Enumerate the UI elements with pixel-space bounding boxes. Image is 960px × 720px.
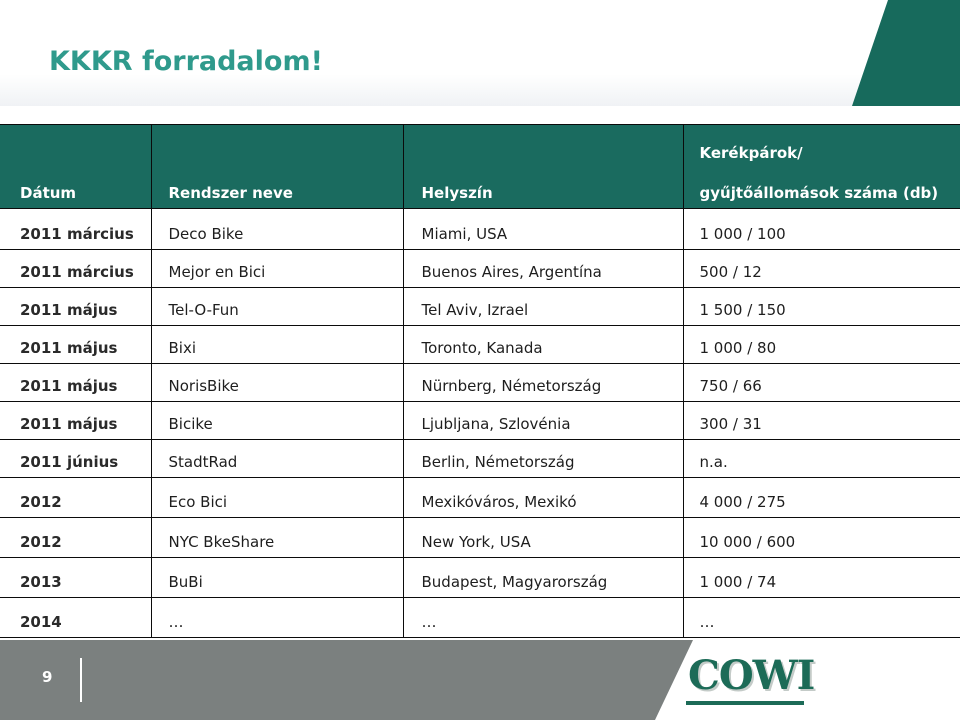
table-row bbox=[0, 326, 960, 364]
cell-date: 2013 bbox=[0, 558, 151, 598]
cell-location: … bbox=[403, 598, 683, 638]
table-row bbox=[0, 440, 960, 478]
footer-divider bbox=[80, 658, 82, 702]
cell-count: n.a. bbox=[683, 440, 960, 478]
cell-location: Tel Aviv, Izrael bbox=[403, 288, 683, 326]
table-row bbox=[0, 209, 960, 250]
cell-count: … bbox=[683, 598, 960, 638]
cell-count: 10 000 / 600 bbox=[683, 518, 960, 558]
cell-location: Ljubljana, Szlovénia bbox=[403, 402, 683, 440]
cell-location: Miami, USA bbox=[403, 209, 683, 250]
logo-underline bbox=[686, 701, 804, 705]
cell-date: 2011 március bbox=[0, 209, 151, 250]
cell-count: 1 000 / 100 bbox=[683, 209, 960, 250]
cell-date: 2011 március bbox=[0, 250, 151, 288]
cell-count: 1 000 / 74 bbox=[683, 558, 960, 598]
cell-system: Eco Bici bbox=[151, 478, 403, 518]
cell-count: 1 000 / 80 bbox=[683, 326, 960, 364]
cell-system: Tel-O-Fun bbox=[151, 288, 403, 326]
cell-date: 2011 május bbox=[0, 326, 151, 364]
cell-system: … bbox=[151, 598, 403, 638]
header-date: Dátum bbox=[0, 125, 151, 209]
cell-location: Nürnberg, Németország bbox=[403, 364, 683, 402]
cell-system: NYC BkeShare bbox=[151, 518, 403, 558]
page-number: 9 bbox=[42, 668, 53, 686]
cell-count: 750 / 66 bbox=[683, 364, 960, 402]
cell-date: 2011 május bbox=[0, 402, 151, 440]
cell-location: Budapest, Magyarország bbox=[403, 558, 683, 598]
cell-count: 500 / 12 bbox=[683, 250, 960, 288]
cowi-logo: COWI bbox=[688, 652, 815, 699]
cell-system: Bicike bbox=[151, 402, 403, 440]
cell-date: 2011 május bbox=[0, 288, 151, 326]
cell-system: BuBi bbox=[151, 558, 403, 598]
cell-count: 4 000 / 275 bbox=[683, 478, 960, 518]
table-row bbox=[0, 478, 960, 518]
cell-date: 2011 június bbox=[0, 440, 151, 478]
header-system: Rendszer neve bbox=[151, 125, 403, 209]
bike-share-table bbox=[0, 124, 960, 638]
cell-system: Deco Bike bbox=[151, 209, 403, 250]
table-row bbox=[0, 250, 960, 288]
table-header-row bbox=[0, 125, 960, 209]
cell-count: 300 / 31 bbox=[683, 402, 960, 440]
cell-date: 2014 bbox=[0, 598, 151, 638]
header-count-bottom: gyűjtőállomások száma (db) bbox=[699, 184, 939, 202]
cell-location: Mexikóváros, Mexikó bbox=[403, 478, 683, 518]
slide-title: KKKR forradalom! bbox=[49, 46, 323, 77]
cell-system: Bixi bbox=[151, 326, 403, 364]
table-row bbox=[0, 598, 960, 638]
header-count bbox=[683, 125, 960, 209]
table-row bbox=[0, 288, 960, 326]
cell-system: NorisBike bbox=[151, 364, 403, 402]
table-row bbox=[0, 518, 960, 558]
cell-count: 1 500 / 150 bbox=[683, 288, 960, 326]
table-row bbox=[0, 402, 960, 440]
header-location: Helyszín bbox=[403, 125, 683, 209]
table-row bbox=[0, 364, 960, 402]
cell-location: Buenos Aires, Argentína bbox=[403, 250, 683, 288]
cell-location: Berlin, Németország bbox=[403, 440, 683, 478]
cell-date: 2012 bbox=[0, 478, 151, 518]
cell-system: StadtRad bbox=[151, 440, 403, 478]
cell-location: Toronto, Kanada bbox=[403, 326, 683, 364]
cell-date: 2011 május bbox=[0, 364, 151, 402]
table-row bbox=[0, 558, 960, 598]
header-count-top: Kerékpárok/ bbox=[699, 144, 803, 162]
cell-system: Mejor en Bici bbox=[151, 250, 403, 288]
cell-location: New York, USA bbox=[403, 518, 683, 558]
cell-date: 2012 bbox=[0, 518, 151, 558]
